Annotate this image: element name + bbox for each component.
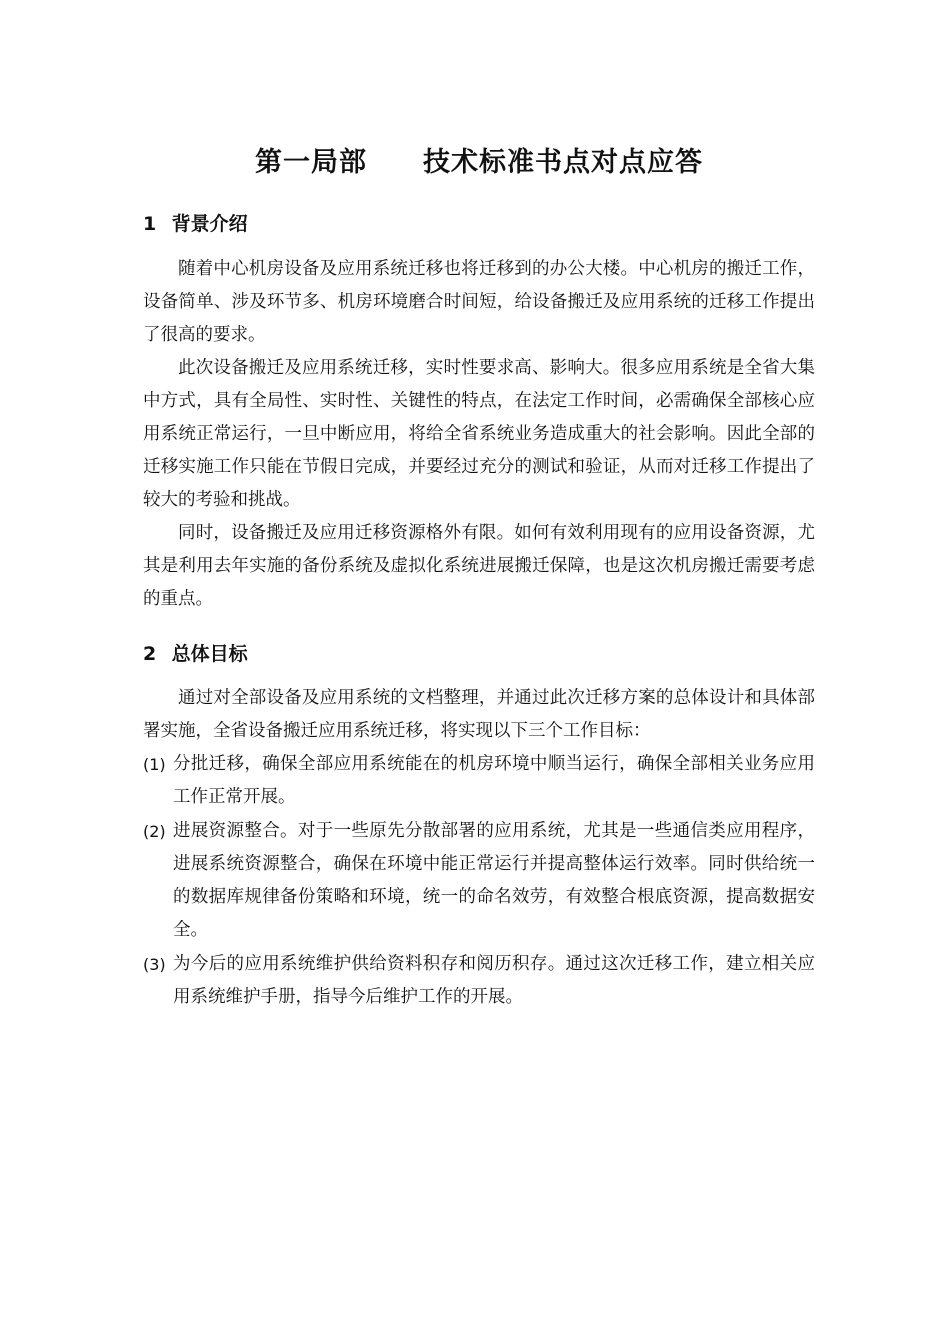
section-2-intro: 通过对全部设备及应用系统的文档整理，并通过此次迁移方案的总体设计和具体部署实施，全省设备搬迁应用系统迁移，将实现以下三个工作目标： [143, 688, 815, 741]
section-1-title: 背景介绍 [171, 213, 248, 235]
goal-item-2 [143, 815, 815, 947]
goal-item-3 [143, 948, 815, 1014]
section-1-paragraph-1: 随着中心机房设备及应用系统迁移也将迁移到的办公大楼。中心机房的搬迁工作，设备简单、涉及环节多、机房环境磨合时间短，给设备搬迁及应用系统的迁移工作提出了很高的要求。 [143, 259, 815, 345]
document-title: 第一局部 技术标准书点对点应答 [255, 147, 703, 178]
section-1-number: 1 [143, 213, 157, 235]
goal-item-1-marker: (1) [143, 755, 166, 774]
goal-item-3-marker: (3) [143, 955, 166, 974]
goal-item-2-text: 进展资源整合。对于一些原先分散部署的应用系统，尤其是一些通信类应用程序，进展系统资源整合，确保在环境中能正常运行并提高整体运行效率。同时供给统一的数据库规律备份策略和环境，统一的命名效劳，有效整合根底资源，提高数据安全。 [173, 821, 815, 940]
goal-item-2-marker: (2) [143, 822, 166, 841]
goal-item-3-text: 为今后的应用系统维护供给资料积存和阅历积存。通过这次迁移工作，建立相关应用系统维护手册，指导今后维护工作的开展。 [173, 954, 815, 1007]
section-1-heading [143, 210, 248, 238]
goal-item-1-text: 分批迁移，确保全部应用系统能在的机房环境中顺当运行，确保全部相关业务应用工作正常开展。 [173, 754, 815, 807]
section-2-title: 总体目标 [171, 643, 248, 665]
section-2-number: 2 [143, 643, 157, 665]
goal-item-1 [143, 748, 815, 814]
section-1-paragraph-3: 同时，设备搬迁及应用迁移资源格外有限。如何有效利用现有的应用设备资源，尤其是利用去年实施的备份系统及虚拟化系统进展搬迁保障，也是这次机房搬迁需要考虑的重点。 [143, 523, 815, 609]
section-1-paragraph-2: 此次设备搬迁及应用系统迁移，实时性要求高、影响大。很多应用系统是全省大集中方式，具有全局性、实时性、关键性的特点，在法定工作时间，必需确保全部核心应用系统正常运行，一旦中断应用，将给全省系统业务造成重大的社会影响。因此全部的迁移实施工作只能在节假日完成，并要经过充分的测试和验证，从而对迁移工作提出了较大的考验和挑战。 [143, 358, 815, 510]
section-2-heading [143, 640, 248, 668]
